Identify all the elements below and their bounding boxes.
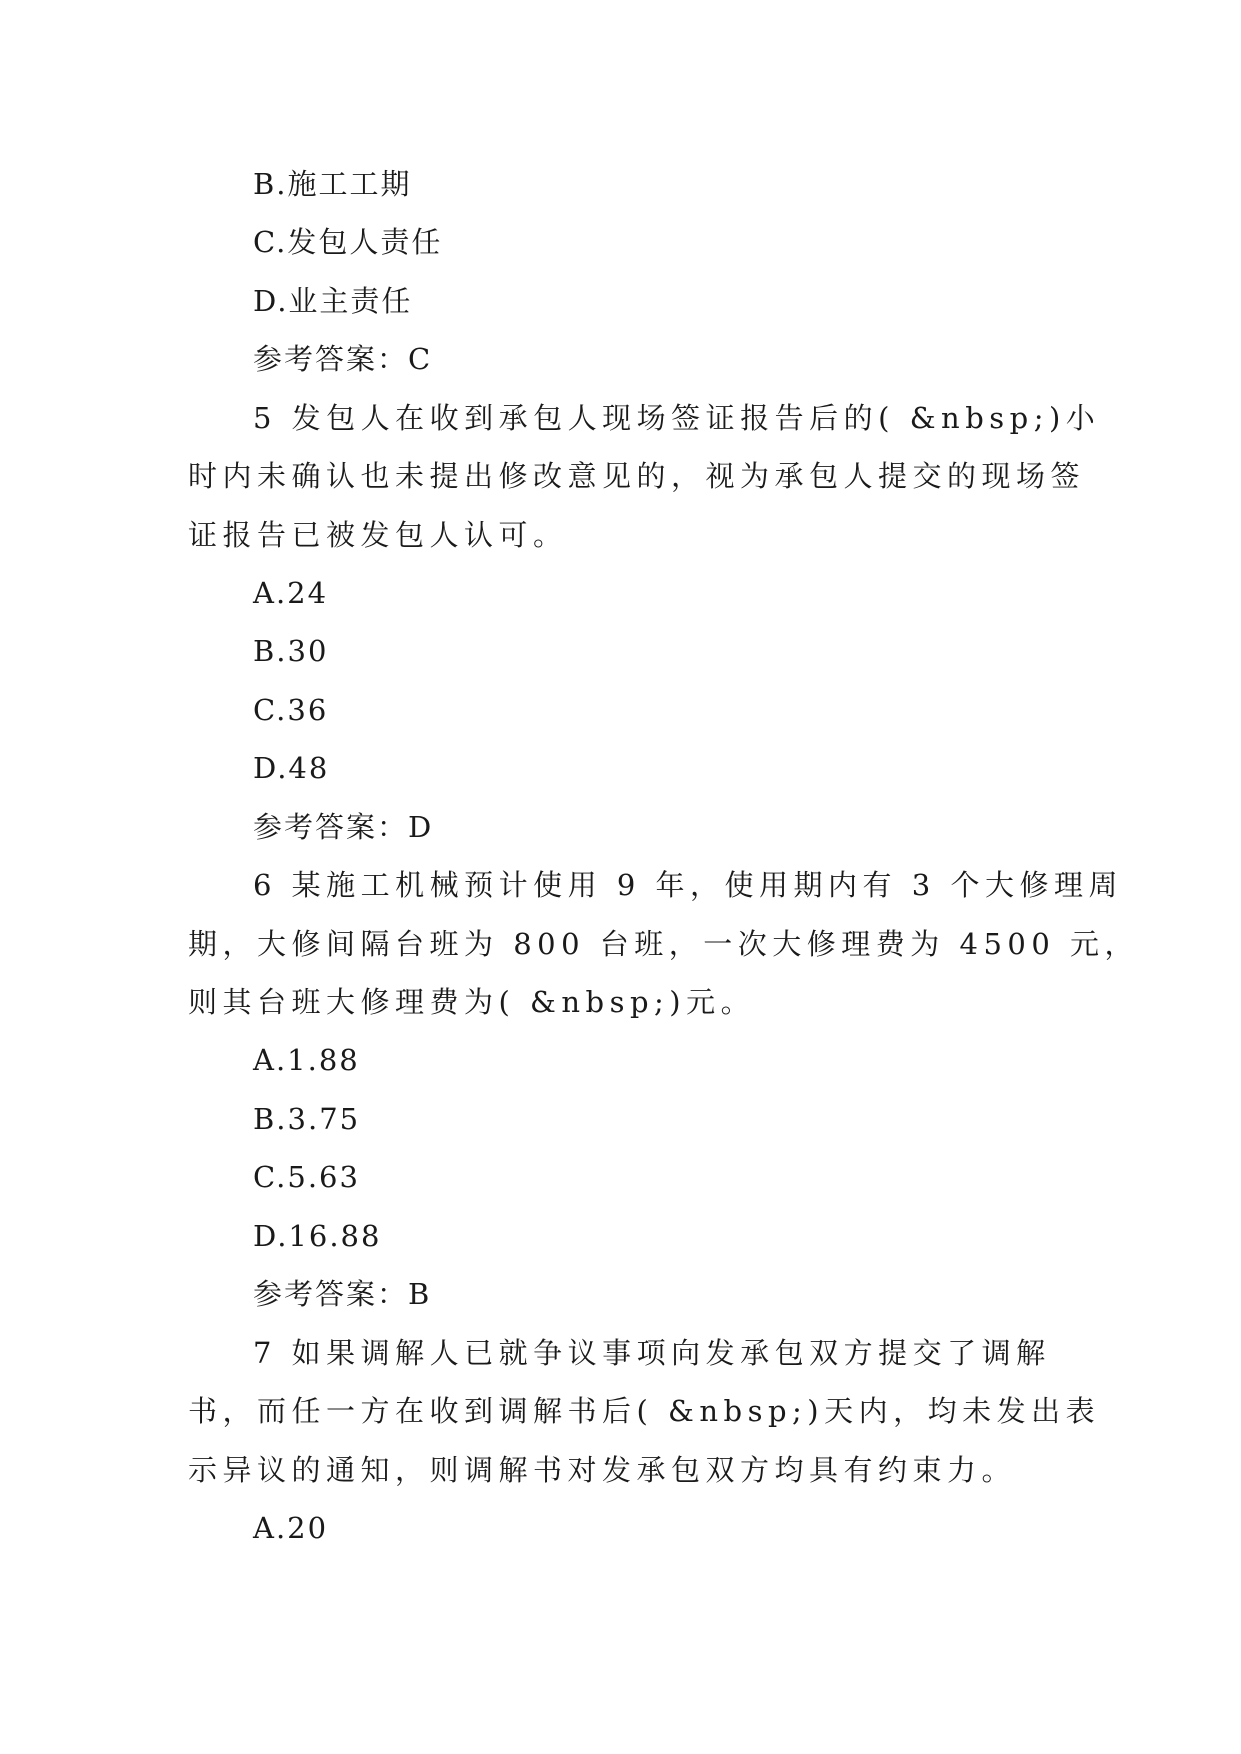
q5-answer: 参考答案：D (253, 810, 434, 844)
q5-option-b: B.30 (253, 634, 329, 668)
q4-option-d: D.业主责任 (253, 284, 413, 318)
q6-answer: 参考答案：B (253, 1277, 432, 1311)
q5-text-line-3: 证报告已被发包人认可。 (188, 518, 568, 552)
q7-text-line-1: 7 如果调解人已就争议事项向发承包双方提交了调解 (253, 1336, 1051, 1370)
q5-option-c: C.36 (253, 693, 329, 727)
q5-option-a: A.24 (253, 576, 329, 610)
q7-text-line-3: 示异议的通知，则调解书对发承包双方均具有约束力。 (188, 1453, 1017, 1487)
q6-option-a: A.1.88 (253, 1043, 360, 1077)
q6-text-line-3: 则其台班大修理费为( &nbsp;)元。 (188, 985, 756, 1019)
q6-option-c: C.5.63 (253, 1160, 360, 1194)
q6-text-line-2: 期，大修间隔台班为 800 台班，一次大修理费为 4500 元， (188, 927, 1140, 961)
q6-option-b: B.3.75 (253, 1102, 361, 1136)
q5-text-line-2: 时内未确认也未提出修改意见的，视为承包人提交的现场签 (188, 459, 1086, 493)
q5-option-d: D.48 (253, 751, 330, 785)
q4-option-c: C.发包人责任 (253, 225, 443, 259)
q6-text-line-1: 6 某施工机械预计使用 9 年，使用期内有 3 个大修理周 (253, 868, 1123, 902)
q6-option-d: D.16.88 (253, 1219, 382, 1253)
q4-answer: 参考答案：C (253, 342, 433, 376)
q4-option-b: B.施工工期 (253, 167, 412, 201)
q5-text-line-1: 5 发包人在收到承包人现场签证报告后的( &nbsp;)小 (253, 401, 1101, 435)
q7-option-a: A.20 (253, 1511, 329, 1545)
q7-text-line-2: 书，而任一方在收到调解书后( &nbsp;)天内，均未发出表 (188, 1394, 1101, 1428)
